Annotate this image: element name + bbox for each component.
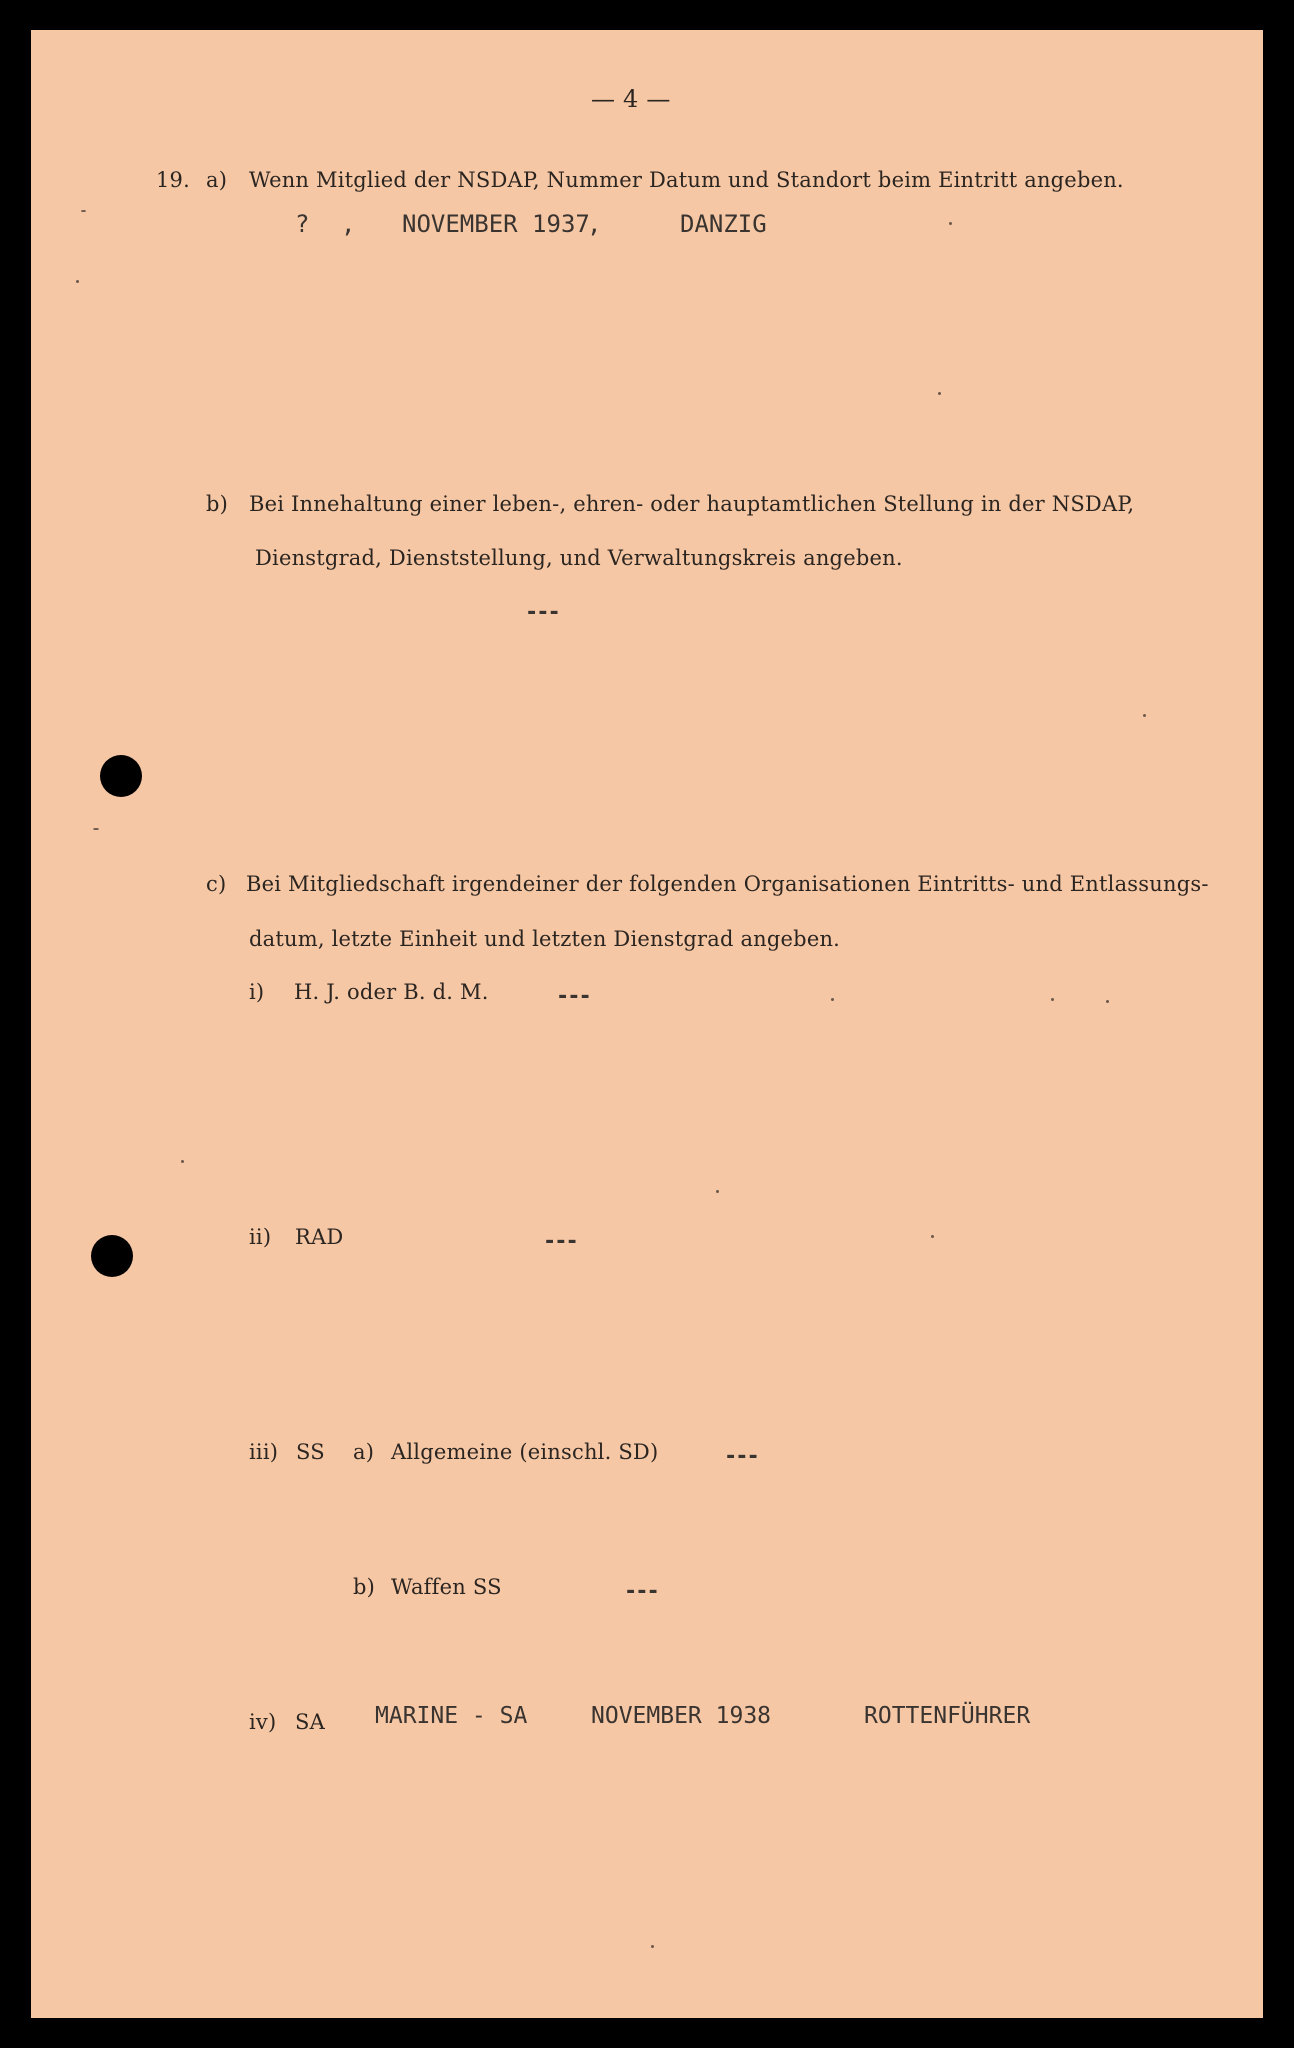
document-page — [31, 30, 1263, 2018]
item-iv-answer-unit: MARINE - SA — [375, 1703, 528, 1729]
item-ii-label: RAD — [295, 1225, 344, 1249]
q19a-answer-number: ? — [295, 210, 310, 238]
paper-speck — [1106, 1000, 1109, 1003]
item-iii-a-answer: --- — [724, 1444, 758, 1469]
q19c-question-line2: datum, letzte Einheit und letzten Dienstgrad angeben. — [249, 927, 841, 951]
item-iii-a-label: Allgemeine (einschl. SD) — [391, 1440, 659, 1464]
paper-speck — [831, 998, 834, 1001]
paper-speck — [949, 222, 952, 225]
item-i-answer: --- — [556, 984, 590, 1009]
paper-speck — [93, 828, 99, 830]
paper-speck — [931, 1235, 934, 1238]
item-iv-marker: iv) — [249, 1710, 277, 1734]
q19a-answer-place: DANZIG — [680, 210, 767, 238]
item-iv-label: SA — [295, 1710, 325, 1734]
punch-hole-upper — [100, 755, 142, 797]
item-iv-answer-rank: ROTTENFÜHRER — [864, 1703, 1031, 1729]
item-i-label: H. J. oder B. d. M. — [294, 980, 489, 1004]
q19c-question-line1: Bei Mitgliedschaft irgendeiner der folgenden Organisationen Eintritts- und Entlassungs- — [246, 872, 1209, 896]
item-ii-answer: --- — [543, 1229, 577, 1254]
item-iii-b-label: Waffen SS — [391, 1575, 502, 1599]
paper-speck — [938, 392, 941, 395]
question-number: 19. — [156, 168, 190, 192]
item-iv-answer-date: NOVEMBER 1938 — [591, 1703, 772, 1729]
q19c-marker: c) — [206, 872, 227, 896]
q19b-answer: --- — [525, 600, 559, 625]
paper-speck — [1051, 998, 1054, 1001]
paper-speck — [81, 210, 86, 212]
paper-speck — [1143, 714, 1146, 717]
q19a-question: Wenn Mitglied der NSDAP, Nummer Datum und Standort beim Eintritt angeben. — [249, 168, 1124, 192]
punch-hole-lower — [91, 1235, 133, 1277]
item-iii-marker: iii) — [249, 1440, 279, 1464]
item-iii-b-marker: b) — [353, 1575, 376, 1599]
q19b-question-line2: Dienstgrad, Dienststellung, und Verwaltungskreis angeben. — [255, 546, 903, 570]
q19a-comma-1: , — [341, 210, 356, 238]
paper-speck — [76, 280, 79, 283]
item-i-marker: i) — [249, 980, 265, 1004]
page-number: — 4 — — [591, 85, 671, 113]
item-iii-b-answer: --- — [624, 1579, 658, 1604]
item-iii-label: SS — [296, 1440, 325, 1464]
q19a-marker: a) — [206, 168, 228, 192]
item-ii-marker: ii) — [249, 1225, 272, 1249]
paper-speck — [716, 1190, 719, 1193]
q19a-comma-2: , — [587, 210, 602, 238]
item-iii-a-marker: a) — [353, 1440, 375, 1464]
q19b-marker: b) — [206, 492, 229, 516]
q19a-answer-date: NOVEMBER 1937 — [402, 210, 590, 238]
q19b-question-line1: Bei Innehaltung einer leben-, ehren- oder hauptamtlichen Stellung in der NSDAP, — [249, 492, 1135, 516]
paper-speck — [181, 1160, 184, 1163]
paper-speck — [651, 1945, 654, 1948]
